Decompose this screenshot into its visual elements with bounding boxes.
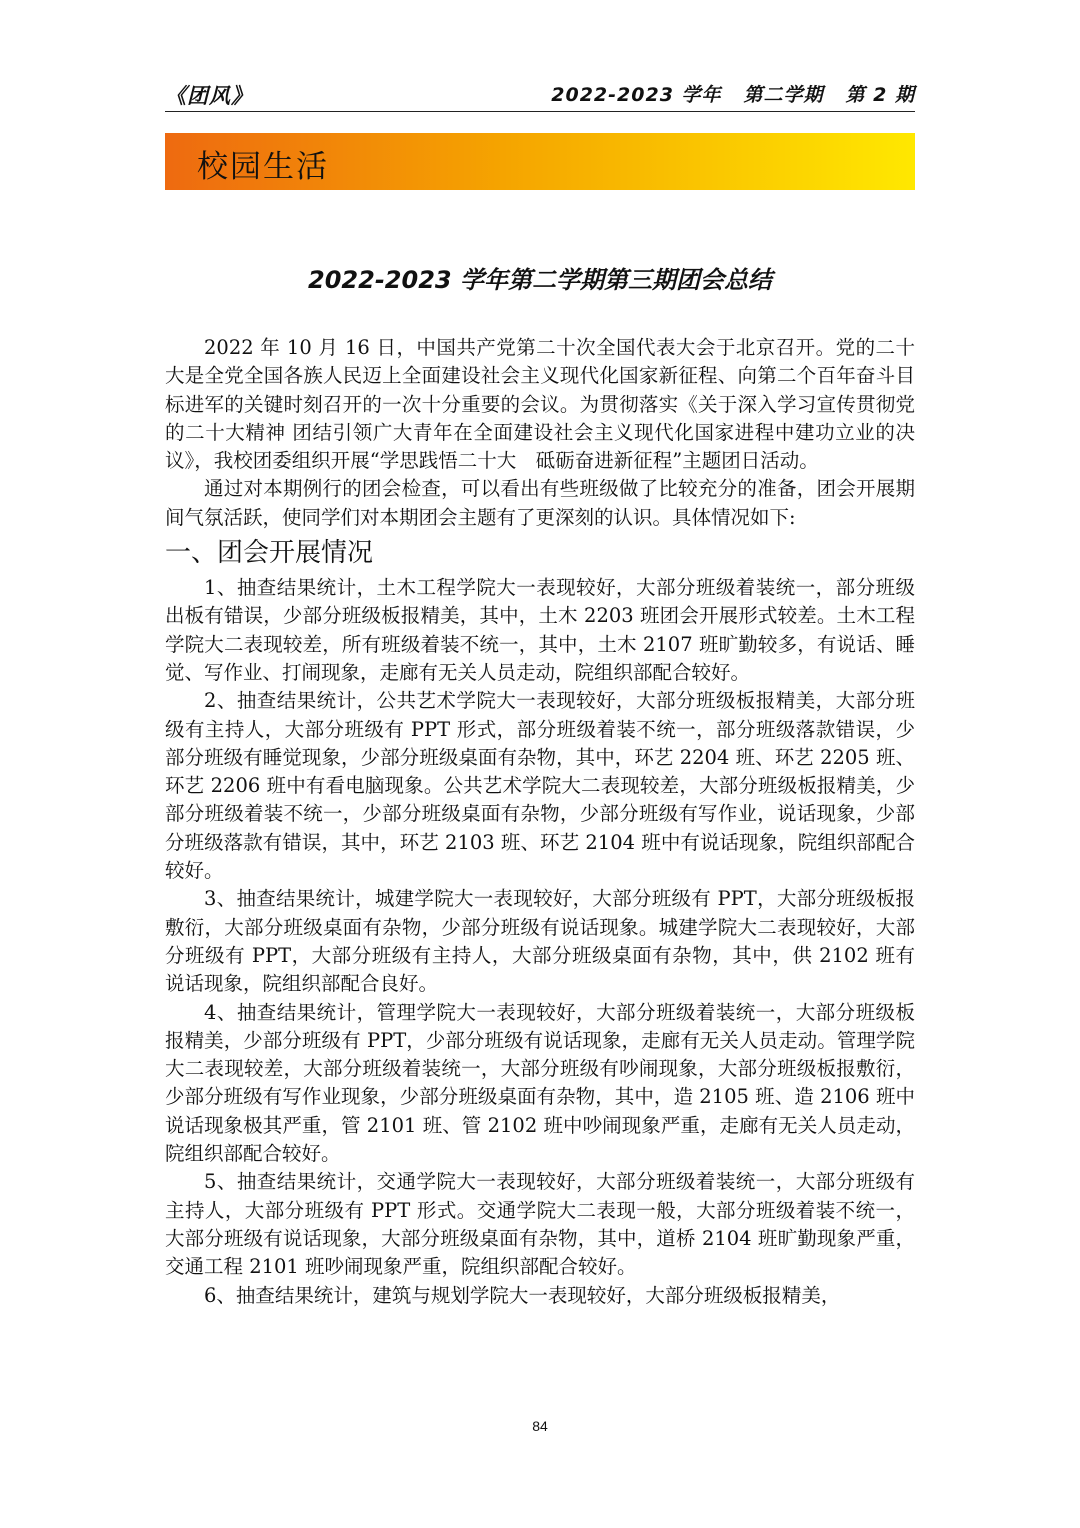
issue-number: 第 2 期 bbox=[845, 84, 915, 106]
intro-paragraph: 2022 年 10 月 16 日，中国共产党第二十次全国代表大会于北京召开。党的二十大是全党全国各族人民迈上全面建设社会主义现代化国家新征程、向第二个百年奋斗目标进军的关键时刻召开的一次十分重要的会议。为贯彻落实《关于深入学习宣传贯彻党的二十大精神 团结引领广大青年在全面建设社会主义现代化国家进程中建功立业的决议》，我校团委组织开展“学思践悟二十大 砥砺奋进新征程”主题团日活动。 bbox=[165, 336, 915, 473]
header-divider bbox=[165, 111, 915, 112]
intro-paragraph: 通过对本期例行的团会检查，可以看出有些班级做了比较充分的准备，团会开展期间气氛活跃，使同学们对本期团会主题有了更深刻的认识。具体情况如下: bbox=[165, 477, 915, 529]
section-heading: 一、团会开展情况 bbox=[165, 538, 374, 569]
section-banner bbox=[165, 133, 915, 190]
page-number: 84 bbox=[532, 1418, 548, 1434]
academic-year: 2022-2023 学年 bbox=[551, 84, 722, 106]
issue-info bbox=[551, 80, 915, 107]
result-item: 1、抽查结果统计，土木工程学院大一表现较好，大部分班级着装统一，部分班级出板有错误，少部分班级板报精美，其中，土木 2203 班团会开展形式较差。土木工程学院大二表现较差，所有班级着装不统一，其中，土木 2107 班旷勤较多，有说话、睡觉、写作业、打闹现象，走廊有无关人员走动，院组织部配合较好。 bbox=[165, 576, 915, 684]
result-item: 3、抽查结果统计，城建学院大一表现较好，大部分班级有 PPT，大部分班级板报敷衍，大部分班级桌面有杂物，少部分班级有说话现象。城建学院大二表现较好，大部分班级有 PPT，大部分班级有主持人，大部分班级桌面有杂物，其中，供 2102 班有说话现象，院组织部配合良好。 bbox=[165, 887, 915, 996]
result-item: 4、抽查结果统计，管理学院大一表现较好，大部分班级着装统一，大部分班级板报精美，少部分班级有 PPT，少部分班级有说话现象，走廊有无关人员走动。管理学院大二表现较差，大部分班级着装统一，大部分班级有吵闹现象，大部分班级板报敷衍，少部分班级有写作业现象，少部分班级桌面有杂物，其中，造 2105 班、造 2106 班中说话现象极其严重，管 2101 班、管 2102 班中吵闹现象严重，走廊有无关人员走动，院组织部配合较好。 bbox=[165, 1000, 915, 1166]
publication-name: 《团风》 bbox=[165, 84, 253, 108]
article-title: 2022-2023 学年第二学期第三期团会总结 bbox=[308, 266, 772, 294]
result-item: 6、抽查结果统计，建筑与规划学院大一表现较好，大部分班级板报精美， bbox=[204, 1283, 841, 1307]
result-item: 2、抽查结果统计，公共艺术学院大一表现较好，大部分班级板报精美，大部分班级有主持人，大部分班级有 PPT 形式，部分班级着装不统一，部分班级落款错误，少部分班级有睡觉现象，少部分班级桌面有杂物，其中，环艺 2204 班、环艺 2205 班、环艺 2206 班中有看电脑现象。公共艺术学院大二表现较差，大部分班级板报精美，少部分班级着装不统一，少部分班级桌面有杂物，少部分班级有写作业，说话现象，少部分班级落款有错误，其中，环艺 2103 班、环艺 2104 班中有说话现象，院组织部配合较好。 bbox=[165, 689, 915, 883]
result-item: 5、抽查结果统计，交通学院大一表现较好，大部分班级着装统一，大部分班级有主持人，大部分班级有 PPT 形式。交通学院大二表现一般，大部分班级着装不统一，大部分班级有说话现象，大部分班级桌面有杂物，其中，道桥 2104 班旷勤现象严重，交通工程 2101 班吵闹现象严重，院组织部配合较好。 bbox=[165, 1170, 915, 1279]
article-body bbox=[165, 334, 915, 1310]
semester: 第二学期 bbox=[743, 84, 824, 106]
section-title: 校园生活 bbox=[197, 149, 329, 185]
